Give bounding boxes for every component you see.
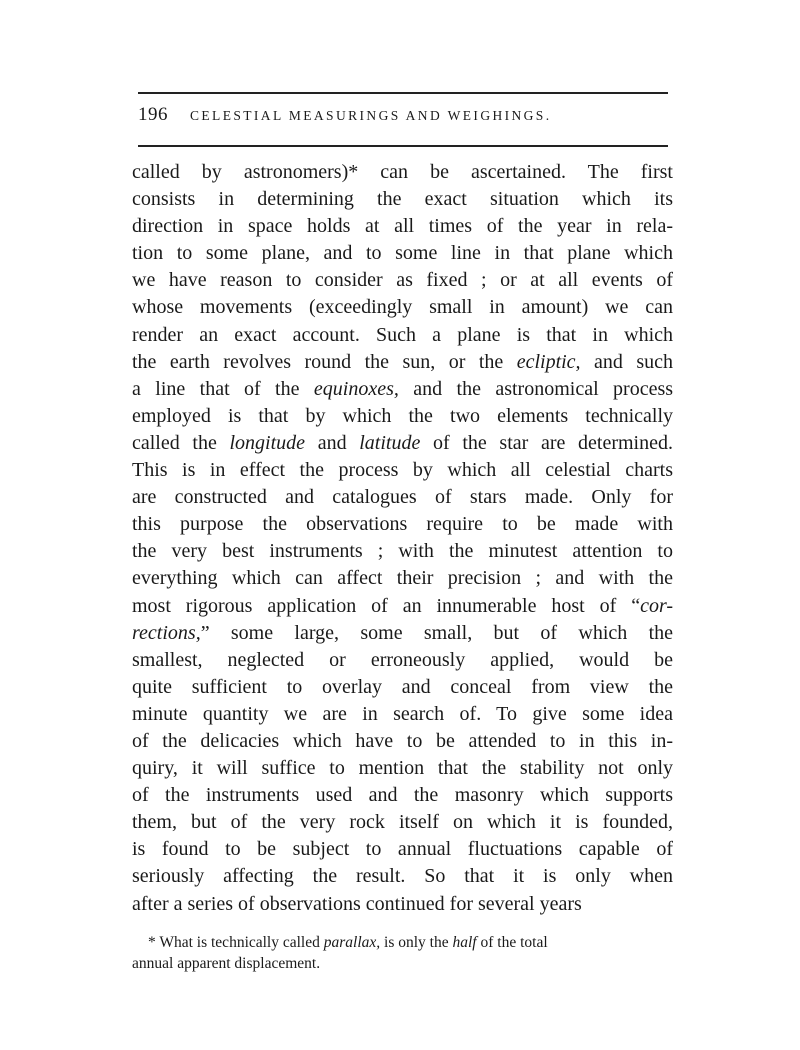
text-run: is only the (380, 934, 453, 951)
body-text (132, 159, 673, 918)
body-line (132, 511, 673, 538)
footnote-line (132, 953, 673, 974)
text-run: This is in effect the process by which all celestial charts (132, 459, 673, 482)
body-line (132, 457, 673, 484)
italic-text: rections, (132, 621, 201, 644)
body-line (132, 891, 673, 918)
text-run: everything which can affect their precision ; and with the (132, 567, 673, 590)
text-run: seriously affecting the result. So that it is only when (132, 865, 673, 888)
footnote (132, 932, 673, 974)
text-run: this purpose the observations require to be made with (132, 513, 673, 536)
text-run: direction in space holds at all times of the year in rela- (132, 215, 673, 238)
running-title: CELESTIAL MEASURINGS AND WEIGHINGS. (190, 108, 552, 123)
text-run: we have reason to consider as fixed ; or at all events of (132, 269, 673, 292)
text-run: annual apparent displacement. (132, 955, 321, 972)
body-line (132, 701, 673, 728)
body-line (132, 809, 673, 836)
text-run: are constructed and catalogues of stars made. Only for (132, 486, 673, 509)
text-run: render an exact account. Such a plane is that in which (132, 323, 673, 346)
text-run: a line that of the (132, 377, 314, 400)
text-run: quite sufficient to overlay and conceal from view the (132, 675, 673, 698)
body-line (132, 755, 673, 782)
text-run: most rigorous application of an innumerable host of “ (132, 594, 641, 617)
body-line (132, 647, 673, 674)
text-run: employed is that by which the two elements technically (132, 404, 673, 427)
text-run: of the delicacies which have to be attended to in this in- (132, 729, 673, 752)
text-run: * What is technically called (148, 934, 324, 951)
running-header (138, 104, 668, 134)
body-line (132, 349, 673, 376)
text-run: quiry, it will suffice to mention that the stability not only (132, 757, 673, 780)
body-line (132, 782, 673, 809)
text-run: of the total (476, 934, 548, 951)
text-run: of the instruments used and the masonry which supports (132, 784, 673, 807)
text-run: minute quantity we are in search of. To give some idea (132, 702, 673, 725)
text-run: tion to some plane, and to some line in that plane which (132, 242, 673, 265)
text-run: and the astronomical process (398, 377, 673, 400)
body-line (132, 186, 673, 213)
body-line (132, 620, 673, 647)
text-run: of the star are determined. (420, 431, 673, 454)
body-line (132, 538, 673, 565)
italic-text: longitude (229, 431, 306, 454)
text-run: the earth revolves round the sun, or the (132, 350, 517, 373)
body-line (132, 430, 673, 457)
italic-text: parallax, (323, 934, 381, 951)
footnote-line (132, 932, 673, 953)
text-run: called the (132, 431, 230, 454)
text-run: the very best instruments ; with the minutest attention to (132, 540, 673, 563)
italic-text: latitude (359, 431, 421, 454)
body-line (132, 674, 673, 701)
text-run: and (305, 431, 360, 454)
page-number: 196 (138, 104, 168, 125)
text-run: is found to be subject to annual fluctuations capable of (132, 838, 673, 861)
text-run: ” some large, some small, but of which the (200, 621, 673, 644)
body-line (132, 159, 673, 186)
text-run: whose movements (exceedingly small in amount) we can (132, 296, 673, 319)
body-line (132, 863, 673, 890)
text-run: consists in determining the exact situation which its (132, 188, 673, 211)
body-line (132, 240, 673, 267)
body-line (132, 294, 673, 321)
italic-text: cor- (640, 594, 673, 617)
body-line (132, 593, 673, 620)
body-line (132, 267, 673, 294)
header-rule-bottom (138, 145, 668, 147)
text-run: called by astronomers)* can be ascertained. The first (132, 161, 673, 183)
italic-text: half (452, 934, 477, 951)
italic-text: equinoxes, (313, 377, 399, 400)
body-line (132, 728, 673, 755)
body-line (132, 836, 673, 863)
body-line (132, 403, 673, 430)
header-rule-top (138, 92, 668, 94)
body-line (132, 376, 673, 403)
text-run: after a series of observations continued for several years (132, 892, 582, 915)
body-line (132, 565, 673, 592)
text-run: and such (580, 350, 673, 373)
body-line (132, 213, 673, 240)
text-run: smallest, neglected or erroneously applied, would be (132, 648, 673, 671)
text-run: them, but of the very rock itself on which it is founded, (132, 811, 673, 834)
body-line (132, 322, 673, 349)
italic-text: ecliptic, (516, 350, 581, 373)
body-line (132, 484, 673, 511)
